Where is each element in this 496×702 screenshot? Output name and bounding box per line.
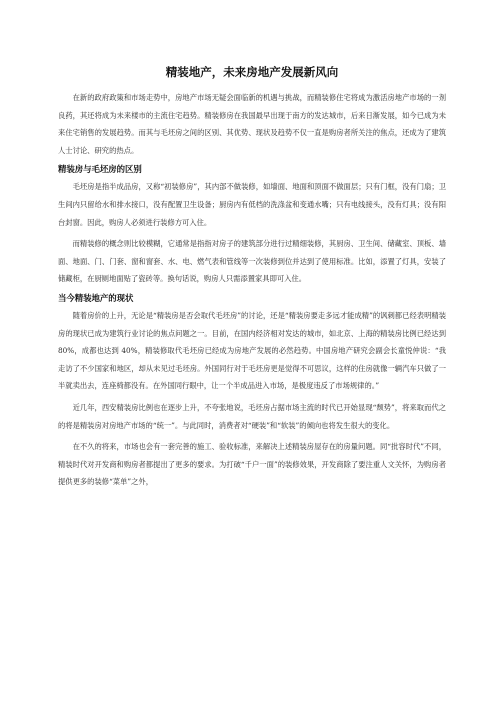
section2-paragraph-3: 在不久的将来，市场也会有一套完善的施工、验收标准，来解决上述精装房屋存在的房量问题。同“批容时代”不同，精装时代对开发商和购房者都提出了更多的要求。为打破“千户一面”的装修效果，开发商除了要注重人文关怀，为购房者提供更多的装修“菜单”之外， — [58, 442, 446, 487]
document-page — [58, 64, 446, 491]
section2-paragraph-2: 近几年，西安精装房比例也在逐步上升，不夸张地说，毛坯房占据市场主流的时代已开始显现“颓势”，将来取而代之的将是精装房对房地产市场的“统一”。与此同时，消费者对“硬装”和“软装”的倾向也将发生很大的变化。 — [58, 402, 446, 430]
section1-paragraph-1: 毛坯房是指半成品房，又称“初装修房”，其内部不做装修，如墙面、地面和顶面不做面层；只有门框，没有门扇；卫生间内只留给水和排水接口，没有配置卫生设备；厨房内有低档的洗涤盆和变通水嘴；只有电线接头，没有灯具；没有阳台封窗。因此，购房人必须进行装修方可入住。 — [58, 182, 446, 227]
section-heading-status: 当今精装地产的现状 — [58, 292, 134, 303]
section1-paragraph-2: 而精装修的概念则比较模糊，它通常是指指对房子的建筑部分进行过精细装修，其厨房、卫生间、储藏室、顶板、墙面、地面、门、门套、窗和窗套、水、电、燃气表和管线等一次装修到位并达到了使用标准。比如，添置了灯具，安装了储藏柜，在厨厕地面贴了瓷砖等。换句话说，购房人只需添置家具即可入住。 — [58, 239, 446, 284]
section-heading-difference: 精装房与毛坯房的区别 — [58, 164, 142, 175]
section2-paragraph-1: 随着房价的上升，无论是“精装房是否会取代毛坯房”的讨论，还是“精装房要走多远才能成精”的讽刺都已经表明精装房的现状已成为建筑行业讨论的焦点问题之一。目前，在国内经济相对发达的城市，如北京、上海的精装房比例已经达到 80%，成都也达到 40%，精装修取代毛坯房已经成为房地产发展的必然趋势。中国房地产研究会副会长童悦仲说：“我走访了不少国家和地区，却从未见过毛坯房。外国同行对于毛坯房更是觉得不可思议，这样的住房就像一辆汽车只做了一半就卖出去，连座椅都没有。在外国同行眼中，让一个半成品进入市场，是极度违反了市场规律的。” — [58, 310, 446, 391]
intro-paragraph: 在新的政府政策和市场走势中，房地产市场无疑会面临新的机遇与挑战，而精装修住宅将成为激活房地产市场的一剂良药，其还将成为未来楼市的主流住宅趋势。精装修房在我国最早出现于南方的发达城市，后来日渐发展，如今已成为未来住宅销售的发展趋势。而其与毛坯房之间的区别、其优势、现状及趋势不仅一直是购房者所关注的焦点，还成为了建筑人士讨论、研究的热点。 — [58, 93, 446, 155]
page-title: 精装地产，未来房地产发展新风向 — [165, 65, 339, 79]
